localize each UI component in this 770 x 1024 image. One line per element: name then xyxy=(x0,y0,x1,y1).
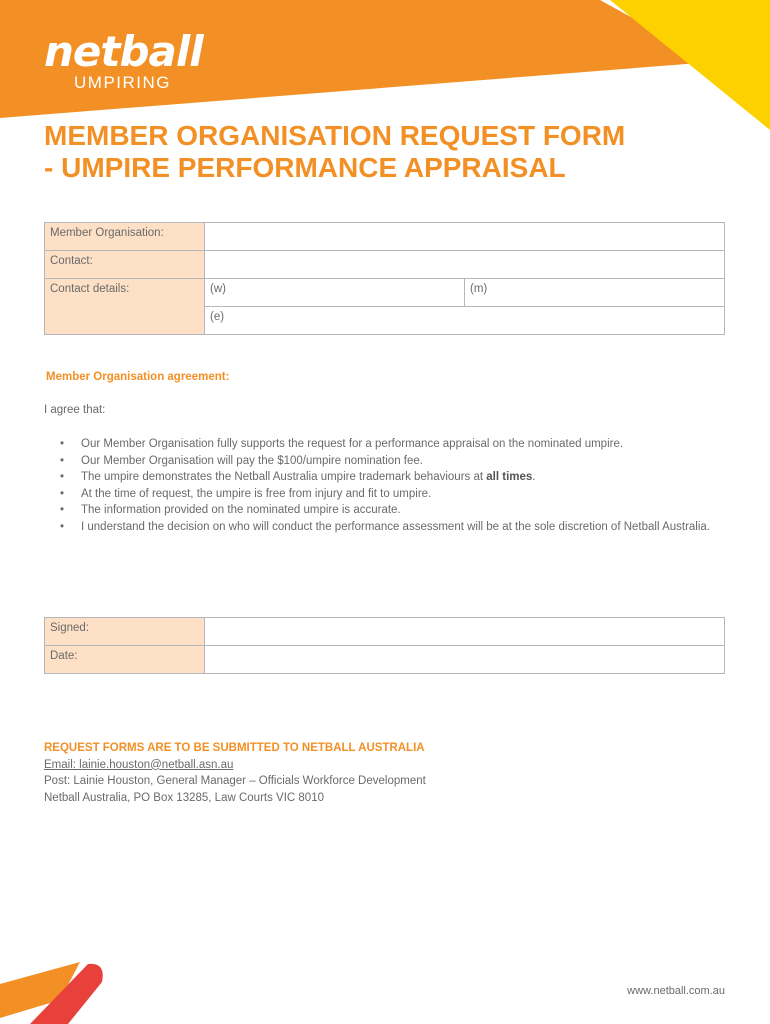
member-organisation-field[interactable] xyxy=(205,223,725,251)
bullet-icon: • xyxy=(60,438,65,450)
signed-field[interactable] xyxy=(205,618,725,646)
list-item: • Our Member Organisation fully supports the request for a performance appraisal on the nominated umpire. xyxy=(60,436,710,453)
email-field[interactable] xyxy=(205,307,725,335)
list-item: • I understand the decision on who will conduct the performance assessment will be at the sole discretion of Netball Australia. xyxy=(60,519,710,536)
email-link[interactable]: lainie.houston@netball.asn.au xyxy=(75,758,234,771)
submission-address: Netball Australia, PO Box 13285, Law Courts VIC 8010 xyxy=(44,791,324,804)
bullet-icon: • xyxy=(60,471,65,484)
member-organisation-label: Member Organisation: xyxy=(45,223,205,251)
email-field-label: (e) xyxy=(210,311,225,323)
signature-table xyxy=(44,617,725,674)
submission-heading: REQUEST FORMS ARE TO BE SUBMITTED TO NETBALL AUSTRALIA xyxy=(44,742,425,754)
logo-subtitle: UMPIRING xyxy=(74,73,171,92)
email-prefix: Email: xyxy=(44,758,76,771)
list-item: • The umpire demonstrates the Netball Australia umpire trademark behaviours at all times. xyxy=(60,469,710,486)
list-item: • Our Member Organisation will pay the $100/umpire nomination fee. xyxy=(60,453,710,470)
submission-email xyxy=(44,757,426,774)
contact-field[interactable] xyxy=(205,251,725,279)
contact-label: Contact: xyxy=(45,251,205,279)
bullet-icon: • xyxy=(60,454,65,467)
signed-label: Signed: xyxy=(45,618,205,646)
footer-swoosh xyxy=(0,960,110,1024)
mobile-phone-label: (m) xyxy=(470,283,488,295)
bullet-icon: • xyxy=(60,487,65,500)
netball-umpiring-logo xyxy=(44,27,203,92)
work-phone-label: (w) xyxy=(210,283,226,295)
footer-website[interactable]: www.netball.com.au xyxy=(627,985,725,997)
contact-details-label: Contact details: xyxy=(45,279,205,335)
date-label: Date: xyxy=(45,646,205,674)
submission-info xyxy=(44,740,426,806)
bullet-icon: • xyxy=(60,520,65,533)
emphasis-all-times: all times xyxy=(486,471,533,484)
form-title-line-1: MEMBER ORGANISATION REQUEST FORM xyxy=(44,120,626,151)
form-title xyxy=(44,120,625,184)
agreement-list xyxy=(60,436,710,536)
work-phone-field[interactable] xyxy=(205,279,465,307)
agreement-heading: Member Organisation agreement: xyxy=(46,371,230,383)
bullet-icon: • xyxy=(60,504,65,517)
submission-post: Post: Lainie Houston, General Manager – Officials Workforce Development xyxy=(44,775,426,788)
list-item: • The information provided on the nominated umpire is accurate. xyxy=(60,502,710,519)
form-title-line-2: - UMPIRE PERFORMANCE APPRAISAL xyxy=(44,152,566,183)
logo-wordmark: netball xyxy=(44,27,203,76)
list-item: • At the time of request, the umpire is free from injury and fit to umpire. xyxy=(60,486,710,503)
mobile-phone-field[interactable] xyxy=(465,279,725,307)
date-field[interactable] xyxy=(205,646,725,674)
member-details-table xyxy=(44,222,725,335)
agreement-intro: I agree that: xyxy=(44,404,106,416)
